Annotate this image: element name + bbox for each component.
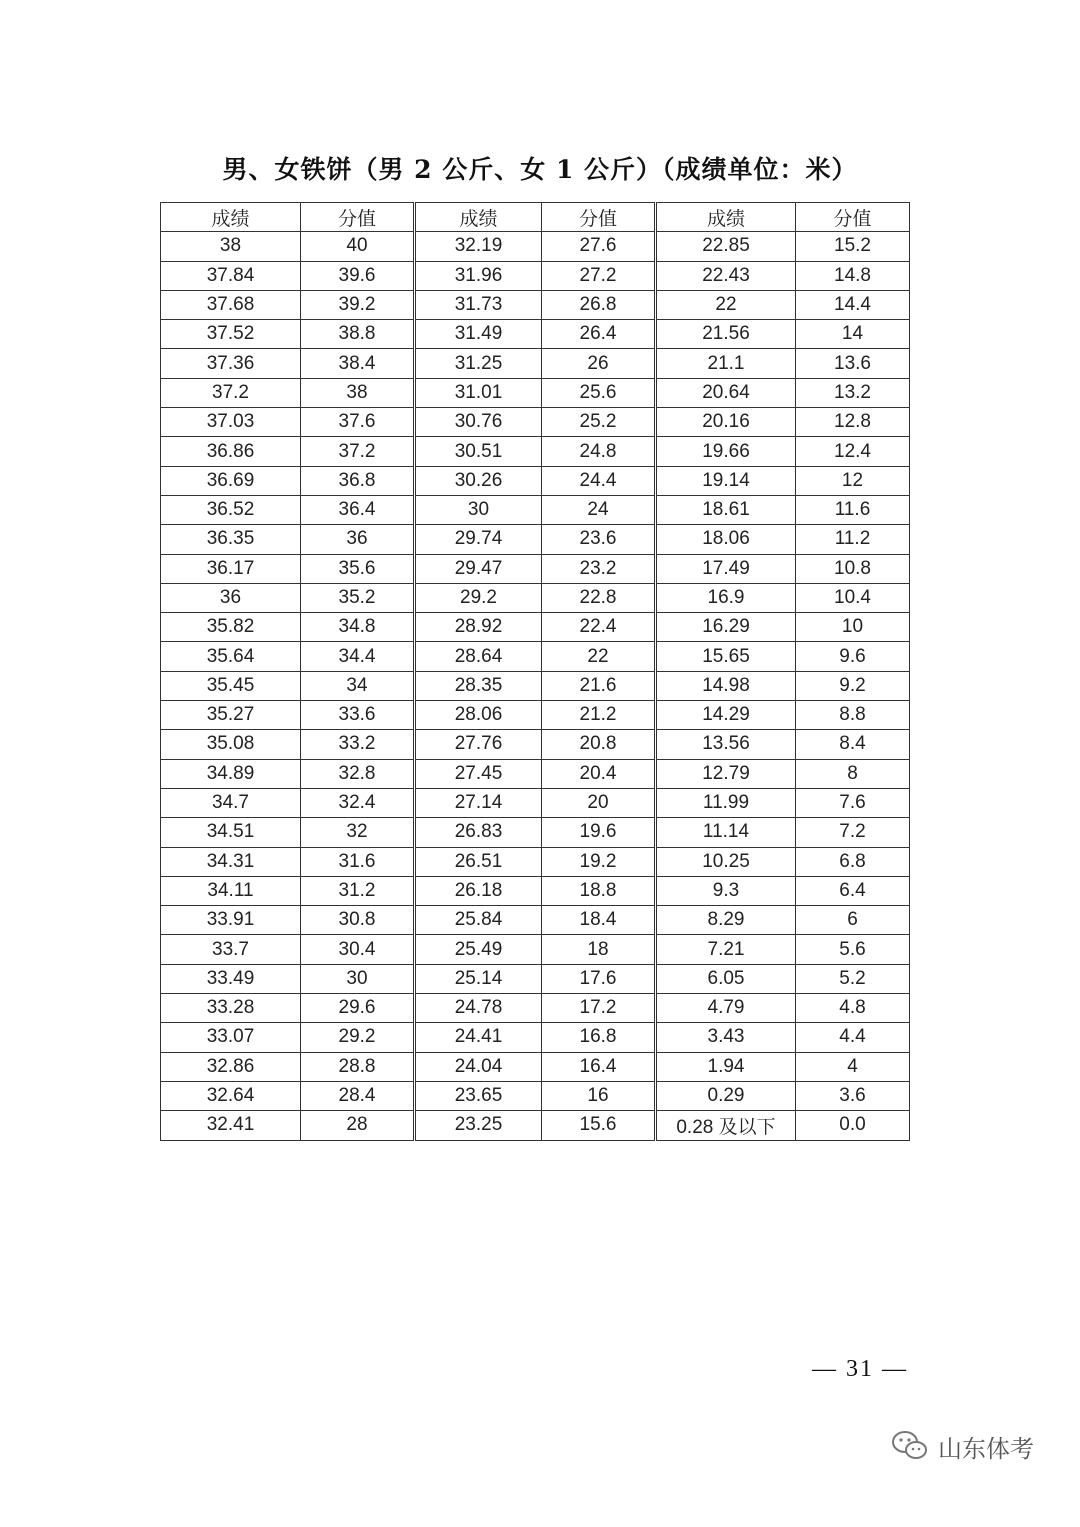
points-cell: 14 (796, 320, 910, 349)
score-cell: 31.01 (415, 378, 542, 407)
points-cell: 9.6 (796, 642, 910, 671)
header-points: 分值 (796, 203, 910, 232)
points-cell: 21.2 (542, 701, 656, 730)
points-cell: 26 (542, 349, 656, 378)
score-cell: 7.21 (656, 935, 796, 964)
score-cell: 26.18 (415, 876, 542, 905)
score-cell: 27.76 (415, 730, 542, 759)
table-row (161, 906, 910, 935)
score-cell: 1.94 (656, 1052, 796, 1081)
table-row (161, 994, 910, 1023)
score-cell: 30 (415, 495, 542, 524)
score-cell: 29.74 (415, 525, 542, 554)
points-cell: 26.8 (542, 290, 656, 319)
score-cell: 37.2 (161, 378, 301, 407)
score-cell: 25.84 (415, 906, 542, 935)
points-cell: 25.6 (542, 378, 656, 407)
score-cell: 9.3 (656, 876, 796, 905)
score-cell: 17.49 (656, 554, 796, 583)
points-cell: 10 (796, 613, 910, 642)
points-cell: 34 (301, 671, 415, 700)
points-cell: 6 (796, 906, 910, 935)
points-cell: 24.4 (542, 466, 656, 495)
table-row (161, 935, 910, 964)
score-cell: 37.68 (161, 290, 301, 319)
header-score: 成绩 (656, 203, 796, 232)
points-cell: 13.2 (796, 378, 910, 407)
points-cell: 16 (542, 1081, 656, 1110)
score-cell: 35.27 (161, 701, 301, 730)
score-cell: 12.79 (656, 759, 796, 788)
score-cell: 34.11 (161, 876, 301, 905)
table-row (161, 495, 910, 524)
score-cell: 33.07 (161, 1023, 301, 1052)
table-row (161, 261, 910, 290)
points-cell: 32.4 (301, 788, 415, 817)
score-cell: 25.14 (415, 964, 542, 993)
score-cell: 31.25 (415, 349, 542, 378)
table-row (161, 290, 910, 319)
score-cell: 0.29 (656, 1081, 796, 1110)
score-cell: 34.31 (161, 847, 301, 876)
points-cell: 28 (301, 1111, 415, 1140)
score-cell: 28.92 (415, 613, 542, 642)
points-cell: 31.2 (301, 876, 415, 905)
points-cell: 9.2 (796, 671, 910, 700)
score-cell: 0.28 及以下 (656, 1111, 796, 1140)
points-cell: 14.4 (796, 290, 910, 319)
score-cell: 14.29 (656, 701, 796, 730)
table-row (161, 730, 910, 759)
score-cell: 37.84 (161, 261, 301, 290)
score-cell: 22 (656, 290, 796, 319)
watermark (890, 1428, 1034, 1464)
points-cell: 28.4 (301, 1081, 415, 1110)
score-cell: 19.66 (656, 437, 796, 466)
score-cell: 30.51 (415, 437, 542, 466)
table-row (161, 408, 910, 437)
score-cell: 26.83 (415, 818, 542, 847)
score-cell: 34.7 (161, 788, 301, 817)
table-row (161, 1081, 910, 1110)
wechat-icon (890, 1429, 930, 1463)
header-points: 分值 (301, 203, 415, 232)
points-cell: 15.6 (542, 1111, 656, 1140)
score-cell: 28.06 (415, 701, 542, 730)
table-row (161, 847, 910, 876)
table-header-row (161, 203, 910, 232)
score-cell: 23.25 (415, 1111, 542, 1140)
points-cell: 29.6 (301, 994, 415, 1023)
score-cell: 33.28 (161, 994, 301, 1023)
points-cell: 30.4 (301, 935, 415, 964)
score-cell: 35.45 (161, 671, 301, 700)
score-cell: 36.35 (161, 525, 301, 554)
points-cell: 36.8 (301, 466, 415, 495)
page-title: 男、女铁饼（男 2 公斤、女 1 公斤）（成绩单位：米） (222, 155, 858, 184)
points-cell: 38.8 (301, 320, 415, 349)
points-cell: 6.4 (796, 876, 910, 905)
score-cell: 23.65 (415, 1081, 542, 1110)
score-table (160, 202, 910, 1141)
score-cell: 19.14 (656, 466, 796, 495)
score-cell: 16.29 (656, 613, 796, 642)
score-cell: 24.78 (415, 994, 542, 1023)
points-cell: 24 (542, 495, 656, 524)
table-row (161, 788, 910, 817)
score-cell: 11.99 (656, 788, 796, 817)
points-cell: 32 (301, 818, 415, 847)
table-row (161, 554, 910, 583)
score-cell: 33.7 (161, 935, 301, 964)
score-cell: 37.36 (161, 349, 301, 378)
points-cell: 25.2 (542, 408, 656, 437)
points-cell: 23.6 (542, 525, 656, 554)
points-cell: 16.4 (542, 1052, 656, 1081)
score-cell: 34.51 (161, 818, 301, 847)
table-row (161, 613, 910, 642)
score-cell: 32.41 (161, 1111, 301, 1140)
points-cell: 18.4 (542, 906, 656, 935)
table-row (161, 466, 910, 495)
score-cell: 13.56 (656, 730, 796, 759)
score-cell: 28.64 (415, 642, 542, 671)
score-cell: 31.73 (415, 290, 542, 319)
score-cell: 28.35 (415, 671, 542, 700)
points-cell: 12.4 (796, 437, 910, 466)
points-cell: 34.4 (301, 642, 415, 671)
points-cell: 36 (301, 525, 415, 554)
score-cell: 6.05 (656, 964, 796, 993)
score-cell: 35.64 (161, 642, 301, 671)
table-row (161, 671, 910, 700)
points-cell: 28.8 (301, 1052, 415, 1081)
points-cell: 38 (301, 378, 415, 407)
score-cell: 31.49 (415, 320, 542, 349)
points-cell: 10.8 (796, 554, 910, 583)
header-score: 成绩 (161, 203, 301, 232)
score-cell: 4.79 (656, 994, 796, 1023)
score-cell: 16.9 (656, 583, 796, 612)
table-row (161, 378, 910, 407)
score-cell: 32.64 (161, 1081, 301, 1110)
score-cell: 37.52 (161, 320, 301, 349)
score-cell: 22.85 (656, 232, 796, 261)
score-cell: 25.49 (415, 935, 542, 964)
points-cell: 20.4 (542, 759, 656, 788)
points-cell: 22 (542, 642, 656, 671)
score-cell: 30.76 (415, 408, 542, 437)
points-cell: 30 (301, 964, 415, 993)
score-cell: 37.03 (161, 408, 301, 437)
points-cell: 29.2 (301, 1023, 415, 1052)
score-table-body (161, 232, 910, 1140)
score-cell: 35.82 (161, 613, 301, 642)
points-cell: 38.4 (301, 349, 415, 378)
score-cell: 34.89 (161, 759, 301, 788)
score-cell: 36.52 (161, 495, 301, 524)
points-cell: 18 (542, 935, 656, 964)
score-cell: 31.96 (415, 261, 542, 290)
table-row (161, 1052, 910, 1081)
points-cell: 37.2 (301, 437, 415, 466)
points-cell: 13.6 (796, 349, 910, 378)
points-cell: 32.8 (301, 759, 415, 788)
table-row (161, 759, 910, 788)
points-cell: 17.2 (542, 994, 656, 1023)
score-cell: 27.14 (415, 788, 542, 817)
table-row (161, 642, 910, 671)
points-cell: 22.8 (542, 583, 656, 612)
points-cell: 23.2 (542, 554, 656, 583)
score-cell: 36 (161, 583, 301, 612)
points-cell: 7.2 (796, 818, 910, 847)
points-cell: 35.6 (301, 554, 415, 583)
score-cell: 27.45 (415, 759, 542, 788)
points-cell: 20 (542, 788, 656, 817)
score-cell: 10.25 (656, 847, 796, 876)
score-cell: 36.17 (161, 554, 301, 583)
points-cell: 30.8 (301, 906, 415, 935)
score-cell: 15.65 (656, 642, 796, 671)
points-cell: 40 (301, 232, 415, 261)
table-row (161, 583, 910, 612)
points-cell: 19.2 (542, 847, 656, 876)
points-cell: 11.6 (796, 495, 910, 524)
table-row (161, 876, 910, 905)
score-cell: 29.47 (415, 554, 542, 583)
points-cell: 16.8 (542, 1023, 656, 1052)
points-cell: 39.2 (301, 290, 415, 319)
points-cell: 4.4 (796, 1023, 910, 1052)
score-cell: 32.19 (415, 232, 542, 261)
score-cell: 18.06 (656, 525, 796, 554)
points-cell: 34.8 (301, 613, 415, 642)
table-row (161, 1023, 910, 1052)
points-cell: 11.2 (796, 525, 910, 554)
points-cell: 8.8 (796, 701, 910, 730)
score-cell: 8.29 (656, 906, 796, 935)
header-points: 分值 (542, 203, 656, 232)
score-cell: 24.04 (415, 1052, 542, 1081)
points-cell: 22.4 (542, 613, 656, 642)
score-cell: 18.61 (656, 495, 796, 524)
points-cell: 15.2 (796, 232, 910, 261)
page-number: — 31 — (812, 1356, 908, 1382)
score-cell: 33.49 (161, 964, 301, 993)
points-cell: 14.8 (796, 261, 910, 290)
points-cell: 39.6 (301, 261, 415, 290)
points-cell: 8 (796, 759, 910, 788)
points-cell: 8.4 (796, 730, 910, 759)
points-cell: 36.4 (301, 495, 415, 524)
points-cell: 17.6 (542, 964, 656, 993)
points-cell: 37.6 (301, 408, 415, 437)
points-cell: 27.6 (542, 232, 656, 261)
table-row (161, 232, 910, 261)
points-cell: 7.6 (796, 788, 910, 817)
points-cell: 5.2 (796, 964, 910, 993)
score-cell: 11.14 (656, 818, 796, 847)
points-cell: 4.8 (796, 994, 910, 1023)
score-cell: 21.56 (656, 320, 796, 349)
table-row (161, 320, 910, 349)
points-cell: 31.6 (301, 847, 415, 876)
score-cell: 24.41 (415, 1023, 542, 1052)
score-cell: 21.1 (656, 349, 796, 378)
score-cell: 33.91 (161, 906, 301, 935)
score-cell: 3.43 (656, 1023, 796, 1052)
points-cell: 18.8 (542, 876, 656, 905)
points-cell: 26.4 (542, 320, 656, 349)
table-row (161, 964, 910, 993)
table-row (161, 818, 910, 847)
table-row (161, 525, 910, 554)
points-cell: 20.8 (542, 730, 656, 759)
score-cell: 36.86 (161, 437, 301, 466)
points-cell: 5.6 (796, 935, 910, 964)
points-cell: 12.8 (796, 408, 910, 437)
header-score: 成绩 (415, 203, 542, 232)
score-cell: 38 (161, 232, 301, 261)
table-row (161, 437, 910, 466)
score-cell: 20.64 (656, 378, 796, 407)
points-cell: 6.8 (796, 847, 910, 876)
table-row (161, 349, 910, 378)
score-cell: 22.43 (656, 261, 796, 290)
points-cell: 3.6 (796, 1081, 910, 1110)
points-cell: 21.6 (542, 671, 656, 700)
points-cell: 10.4 (796, 583, 910, 612)
score-cell: 35.08 (161, 730, 301, 759)
points-cell: 33.6 (301, 701, 415, 730)
table-row (161, 1111, 910, 1140)
table-row (161, 701, 910, 730)
points-cell: 27.2 (542, 261, 656, 290)
watermark-text: 山东体考 (938, 1434, 1034, 1463)
points-cell: 0.0 (796, 1111, 910, 1140)
points-cell: 4 (796, 1052, 910, 1081)
score-cell: 14.98 (656, 671, 796, 700)
points-cell: 19.6 (542, 818, 656, 847)
points-cell: 33.2 (301, 730, 415, 759)
score-cell: 30.26 (415, 466, 542, 495)
points-cell: 24.8 (542, 437, 656, 466)
points-cell: 12 (796, 466, 910, 495)
score-cell: 20.16 (656, 408, 796, 437)
score-cell: 36.69 (161, 466, 301, 495)
score-cell: 32.86 (161, 1052, 301, 1081)
points-cell: 35.2 (301, 583, 415, 612)
score-cell: 26.51 (415, 847, 542, 876)
score-cell: 29.2 (415, 583, 542, 612)
